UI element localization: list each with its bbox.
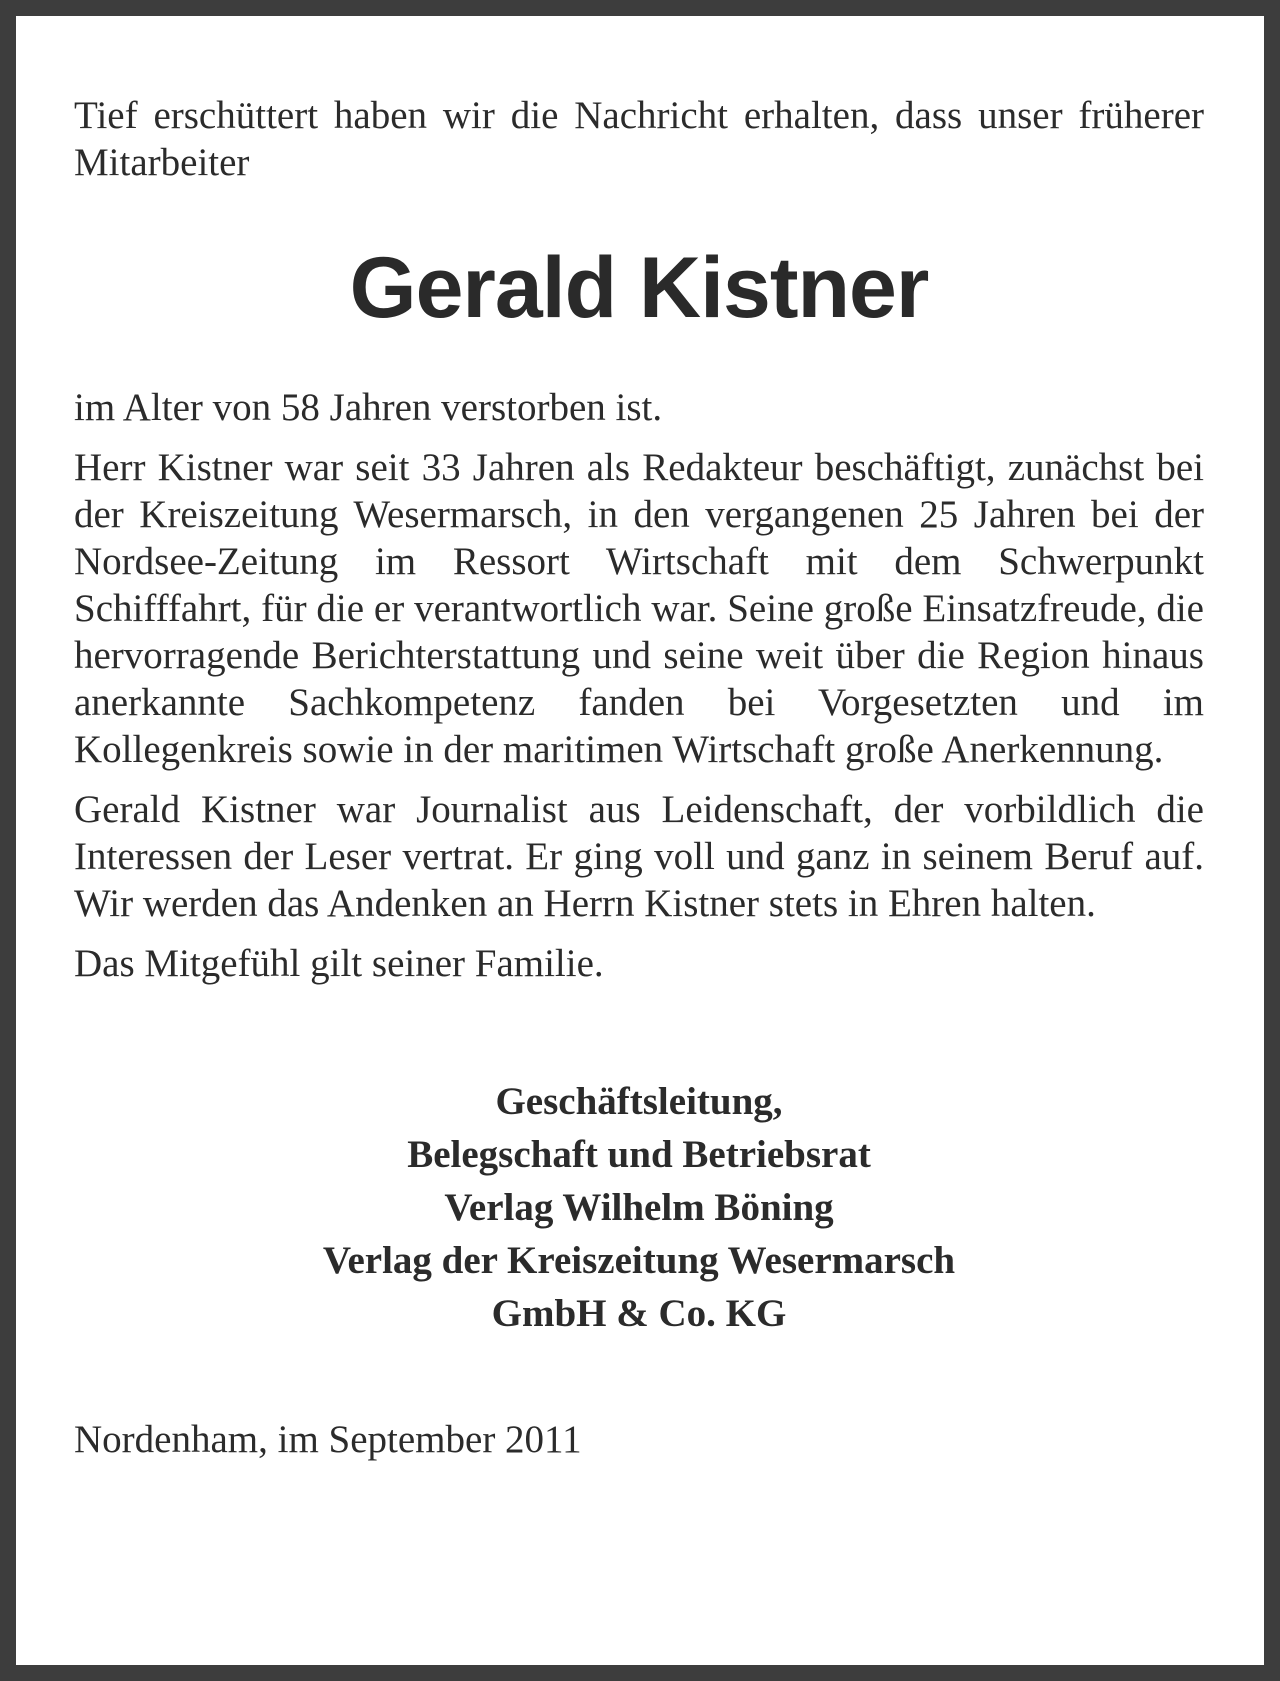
signature-line: Verlag der Kreiszeitung Wesermarsch: [322, 1239, 956, 1282]
intro-text: Tief erschüttert haben wir die Nachricht erhalten, dass unser früherer Mitarbeiter: [74, 94, 1204, 184]
notice-content: [74, 92, 1204, 1463]
signature-block: [74, 1075, 1204, 1340]
tribute-paragraph: Gerald Kistner war Journalist aus Leidenschaft, der vorbildlich die Interessen der Leser vertrat. Er ging voll und ganz in seinem Beruf auf. Wir werden das Andenken an Herrn Kistner stets in Ehren halten.: [74, 788, 1204, 925]
condolence-text: Das Mitgefühl gilt seiner Familie.: [74, 942, 604, 985]
signature-line: Verlag Wilhelm Böning: [444, 1186, 834, 1229]
signature-line: Geschäftsleitung,: [495, 1080, 783, 1123]
signature-line: GmbH & Co. KG: [491, 1292, 787, 1335]
age-text: im Alter von 58 Jahren verstorben ist.: [74, 386, 663, 429]
place-date: Nordenham, im September 2011: [74, 1418, 582, 1461]
biography-paragraph: Herr Kistner war seit 33 Jahren als Redakteur beschäftigt, zunächst bei der Kreiszeitung Wesermarsch, in den vergangenen 25 Jahren bei der Nordsee-Zeitung im Ressort Wirtschaft mit dem Schwerpunkt Schifffahrt, für die er verantwortlich war. Seine große Einsatzfreude, die hervorragende Berichterstattung und seine weit über die Region hinaus anerkannte Sachkompetenz fanden bei Vorgesetzten und im Kollegenkreis sowie in der maritimen Wirtschaft große Anerkennung.: [74, 446, 1204, 771]
deceased-name: Gerald Kistner: [349, 240, 929, 336]
signature-line: Belegschaft und Betriebsrat: [407, 1133, 871, 1176]
